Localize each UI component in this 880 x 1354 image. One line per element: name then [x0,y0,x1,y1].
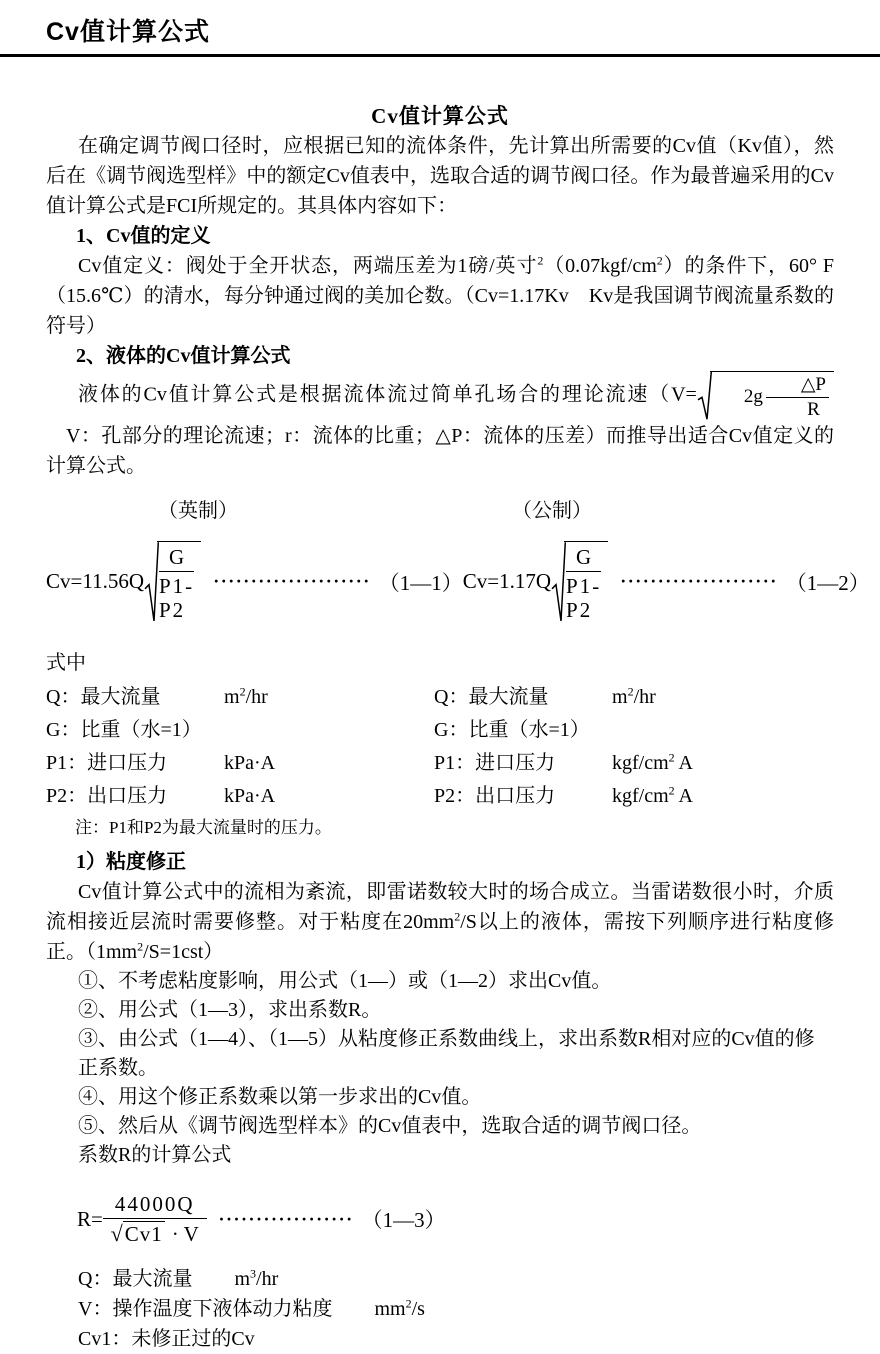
velocity-sqrt-formula [697,371,834,421]
formula-1-3-fraction [103,1192,207,1246]
where-label: 式中 [46,652,86,675]
param-unit: kPa·A [224,752,276,775]
formula-1-3-radicand: Cv1 [124,1222,163,1247]
formula-1-3-number: （1—3） [361,1208,446,1233]
viscosity-heading: 1）粘度修正 [76,851,186,874]
param-unit: kgf/$cm^2$ A [612,783,693,808]
formula-1-1-lhs: Cv=11.56Q [46,569,144,594]
param-term: G：比重（水=1） [434,719,590,742]
r-formula-intro: 系数R的计算公式 [78,1144,232,1167]
param-unit: $mm^2/s$ [374,1296,425,1321]
radical-sign: √ [110,1220,123,1246]
parameter-table [46,681,834,813]
param-term: Q：最大流量 [434,686,549,709]
formula-1-2-radicand [564,541,608,623]
formula-1-1-number: （1—1） [378,570,463,595]
formula-1-1-dot-leader: ····················· [213,571,371,592]
formula-1-3-lhs: R= [77,1206,103,1231]
step-item: ②、用公式（1—3），求出系数R。 [78,999,382,1022]
page-header [0,0,880,48]
param-term: P2：出口压力 [46,785,168,808]
formula-1-2 [463,541,870,623]
param-term: P1：进口压力 [434,752,556,775]
param-term: Q：最大流量 [78,1268,193,1291]
param-unit: $m^2/hr$ [224,684,268,709]
param-unit [612,714,834,747]
formula-1-2-sqrt [551,541,608,623]
section2-paragraph [46,371,834,481]
formula-1-1-denominator: P1-P2 [159,573,195,622]
velocity-fraction-numerator: △P [800,374,826,395]
formula-1-2-lhs: Cv=1.17Q [462,569,552,594]
formula-1-2-number: （1—2） [785,570,870,595]
imperial-label: （英制） [158,499,238,522]
document-body [0,101,880,1354]
param-term: P1：进口压力 [46,752,168,775]
step-item: ③、由公式（1—4）、（1—5）从粘度修正系数曲线上，求出系数R相对应的Cv值的修正系数。 [78,1028,815,1080]
metric-label: （公制） [512,499,592,522]
param-row [78,1294,834,1324]
param-term: V：操作温度下液体动力粘度 [78,1298,333,1321]
viscosity-steps [46,967,834,1141]
radical-sign-icon [551,541,566,623]
section2-tail-text: V：孔部分的理论流速；r：流体的比重；△P：流体的压差）而推导出适合Cv值定义的计算公式。 [46,424,834,477]
formula-1-3-numerator: 44000Q [114,1192,195,1217]
section1-paragraph: Cv值定义：阀处于全开状态，两端压差为1磅/英寸$^2(0.07kgf/cm^2)$的条件下，60° F（15.6℃）的清水，每分钟通过阀的美加仑数。（Cv=1.17Kv Kv是我国调节阀流量系数的符号） [46,253,834,337]
formula-1-2-denominator: P1-P2 [566,573,602,622]
formula-1-1-numerator: G [169,544,185,569]
param-unit: kgf/$cm^2$ A [612,750,693,775]
formula-1-1-sqrt [144,541,201,623]
formula-1-2-fraction [566,545,601,622]
velocity-fraction-denominator: R [807,398,820,420]
step-item: ④、用这个修正系数乘以第一步求出的Cv值。 [78,1086,482,1109]
param-term: G：比重（水=1） [46,719,202,742]
param-term: P2：出口压力 [434,785,556,808]
pressure-note: 注：P1和P2为最大流量时的压力。 [75,818,332,838]
param-term: Cv1：未修正过的Cv [78,1328,255,1351]
doc-title: Cv值计算公式 [371,104,509,128]
velocity-radicand [710,371,834,421]
formula-1-2-dot-leader: ····················· [620,571,778,592]
formula-1-1 [46,541,463,623]
velocity-coef: 2g [743,386,763,408]
r-parameter-list [46,1264,834,1354]
radical-sign-icon [144,541,159,623]
param-row [78,1324,834,1354]
formula-1-3-denominator [111,1219,199,1246]
param-unit: $m^2/hr$ [612,684,656,709]
radical-sign-icon [697,371,712,421]
section1-heading: 1、Cv值的定义 [76,225,211,247]
formula-1-2-numerator: G [576,544,592,569]
formula-band [46,541,870,623]
step-item: ⑤、然后从《调节阀选型样本》的Cv值表中，选取合适的调节阀口径。 [78,1115,702,1138]
param-row [78,1264,834,1294]
formula-1-1-fraction [159,545,194,622]
viscosity-paragraph: Cv值计算公式中的流相为紊流，即雷诺数较大时的场合成立。当雷诺数很小时，介质流相接近层流时需要修整。对于粘度在$20mm^2/S$以上的液体，需按下列顺序进行粘度修正。$(1mm^2/S=1cst)$ [46,881,834,964]
step-item: ①、不考虑粘度影响，用公式（1—）或（1—2）求出Cv值。 [78,970,612,993]
param-unit: $m^3/hr$ [234,1266,279,1291]
param-unit: kPa·A [224,785,276,808]
param-term: Q：最大流量 [46,686,161,709]
intro-paragraph: 在确定调节阀口径时，应根据已知的流体条件，先计算出所需要的Cv值（Kv值），然后在《调节阀选型样》中的额定Cv值表中，选取合适的调节阀口径。作为最普遍采用的Cv值计算公式是FCI所规定的。其具体内容如下： [46,135,834,217]
formula-1-3 [46,1192,834,1246]
formula-1-1-radicand [157,541,201,623]
header-rule [0,54,880,57]
formula-1-3-dot-leader: ·················· [218,1208,354,1229]
page-header-title: Cv值计算公式 [46,18,210,46]
param-unit [224,714,434,747]
unit-system-labels [46,497,834,525]
section2-lead-text: 液体的Cv值计算公式是根据流体流过简单孔场合的理论流速（V= [78,383,697,406]
formula-1-3-den-suffix: · V [171,1221,199,1246]
velocity-fraction [766,374,829,421]
section2-heading: 2、液体的Cv值计算公式 [76,345,291,367]
